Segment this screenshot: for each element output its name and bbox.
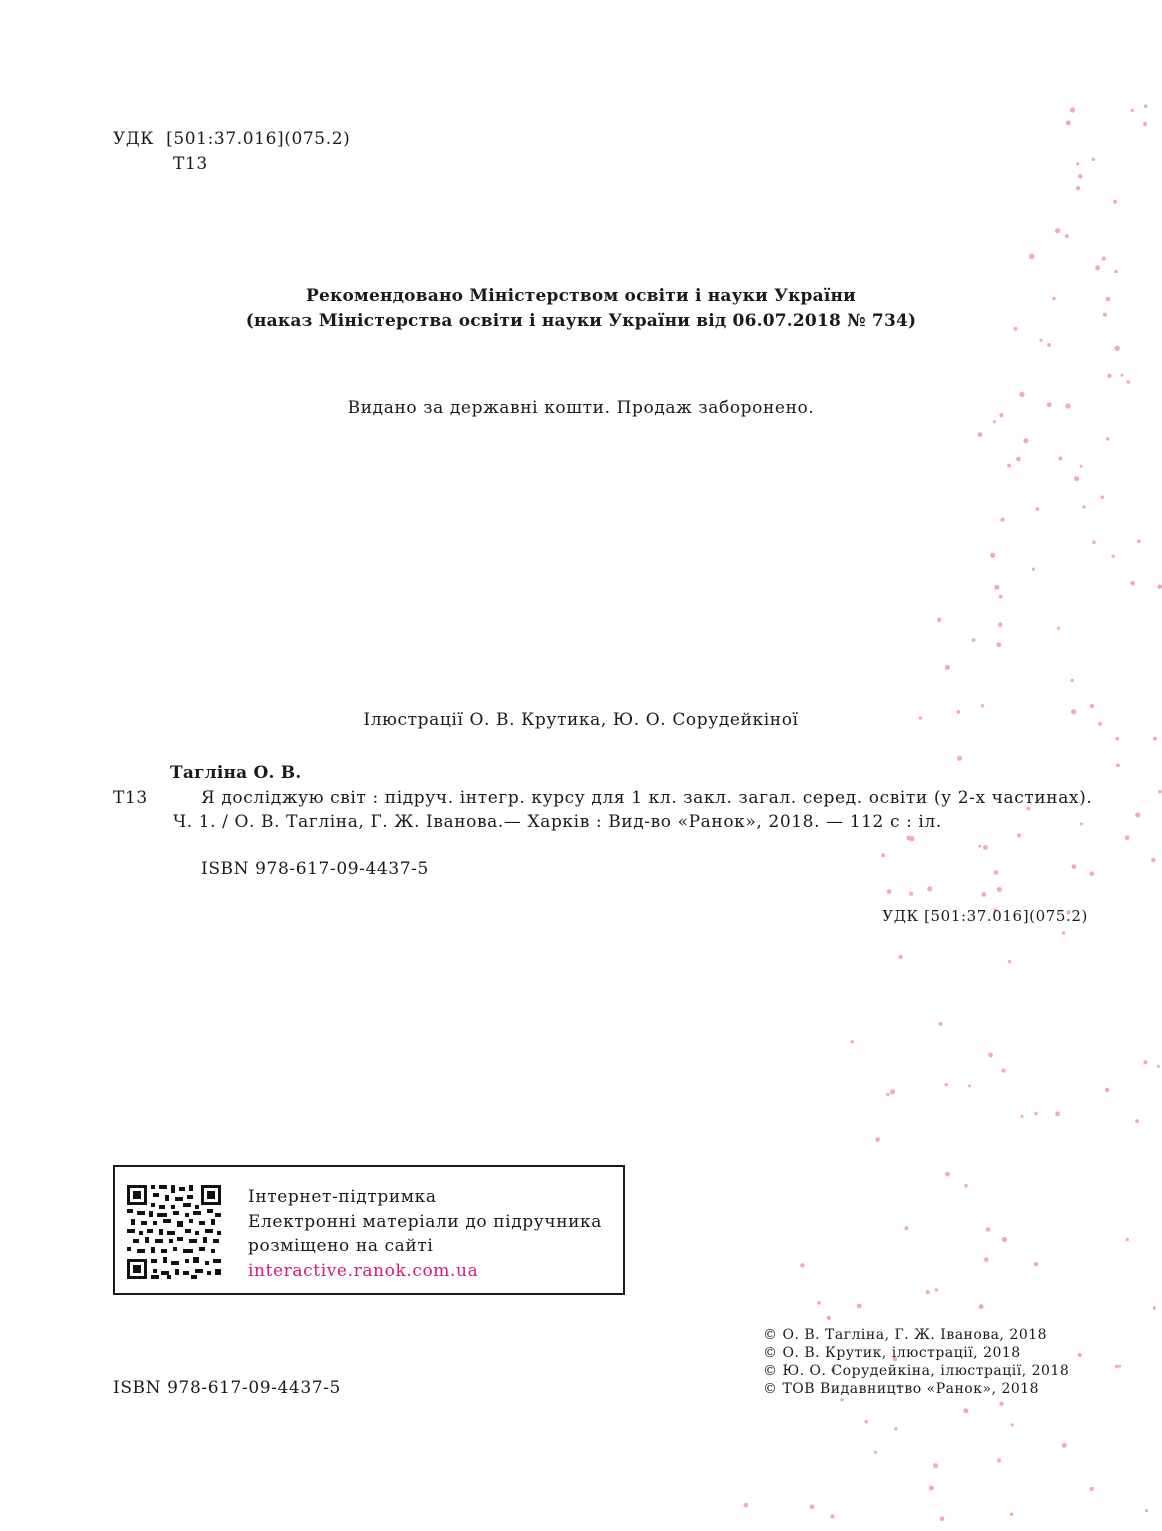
decor-dot (957, 756, 962, 761)
decor-dot (986, 1227, 991, 1232)
copyright-line: © ТОВ Видавництво «Ранок», 2018 (763, 1381, 1040, 1397)
decor-dot (929, 1486, 934, 1491)
decor-dot (874, 1451, 877, 1454)
decor-dot (1116, 764, 1120, 768)
decor-dot (1036, 507, 1040, 511)
decor-dot (1055, 1112, 1060, 1117)
decor-dot (998, 622, 1002, 626)
decor-dot (810, 1504, 815, 1509)
decor-dot (994, 585, 999, 590)
copyright-line: © О. В. Крутик, ілюстрації, 2018 (763, 1345, 1021, 1361)
decor-dot (1034, 1112, 1037, 1115)
decor-dot (887, 889, 892, 894)
decor-dot (1157, 584, 1162, 589)
decor-dot (1126, 380, 1130, 384)
decor-dot (994, 870, 999, 875)
decor-dot (1100, 495, 1104, 499)
decor-dot (1115, 737, 1119, 741)
decor-dot (945, 1083, 948, 1086)
decor-dot (1111, 555, 1114, 558)
decor-dot (800, 1263, 804, 1267)
decor-dot (1070, 107, 1075, 112)
decor-dot (1135, 1119, 1139, 1123)
illustrators-credit: Ілюстрації О. В. Крутика, Ю. О. Сорудейкіної (363, 710, 799, 730)
decor-dot (1126, 1238, 1129, 1241)
author-mark: Т13 (173, 154, 208, 174)
decor-dot (886, 1093, 889, 1096)
decor-dot (1029, 254, 1034, 259)
decor-dot (1021, 1115, 1024, 1118)
decor-dot (945, 665, 950, 670)
decor-dot (1105, 1088, 1110, 1093)
decor-dot (1062, 1443, 1067, 1448)
decor-dot (927, 886, 932, 891)
decor-dot (1062, 931, 1066, 935)
decor-dot (1090, 871, 1095, 876)
decor-dot (1102, 257, 1106, 261)
decor-dot (990, 553, 995, 558)
decor-dot (909, 892, 913, 896)
decor-dot (999, 1402, 1003, 1406)
decor-dot (945, 1172, 950, 1177)
decor-dot (1115, 346, 1120, 351)
decor-dot (999, 595, 1003, 599)
decor-dot (996, 642, 1001, 647)
decor-dot (1080, 822, 1083, 825)
decor-dot (864, 1420, 868, 1424)
decor-dot (1143, 1060, 1147, 1064)
recommendation-line-1: Рекомендовано Міністерством освіти і науки України (306, 286, 856, 306)
decor-dot (1151, 858, 1155, 862)
decor-dot (1107, 374, 1111, 378)
decor-dot (1083, 505, 1086, 508)
decor-dot (984, 1257, 989, 1262)
decor-dot (1113, 200, 1117, 204)
decor-dot (881, 853, 885, 857)
decor-dot (1016, 457, 1021, 462)
decor-dot (1137, 539, 1141, 543)
decor-dot (875, 1137, 880, 1142)
decor-dot (1076, 162, 1079, 165)
decor-dot (935, 1288, 939, 1292)
decor-dot (978, 845, 981, 848)
catalog-title-line-2: Ч. 1. / О. В. Тагліна, Г. Ж. Іванова.— Харків : Вид-во «Ранок», 2018. — 112 с : іл. (173, 812, 942, 832)
decor-dot (979, 1304, 984, 1309)
decor-dot (1047, 343, 1051, 347)
decor-dot (1001, 518, 1005, 522)
decor-dot (1158, 790, 1162, 794)
decor-dot (993, 420, 996, 423)
decor-dot (1143, 122, 1147, 126)
internet-support-box (113, 1165, 625, 1295)
decor-dot (983, 845, 988, 850)
decor-dot (997, 887, 1002, 892)
decor-dot (890, 1089, 895, 1094)
decor-dot (1010, 1513, 1013, 1516)
decor-dot (1121, 374, 1124, 377)
decor-dot (1090, 704, 1094, 708)
decor-dot (1106, 437, 1110, 441)
decor-dot (1017, 833, 1021, 837)
decor-dot (963, 1408, 968, 1413)
decor-dot (1032, 568, 1035, 571)
decor-dot (1135, 813, 1140, 818)
decor-dot (940, 1516, 945, 1521)
decor-dot (1115, 1365, 1118, 1368)
decor-dot (1078, 174, 1083, 179)
decor-dot (894, 1427, 897, 1430)
decor-dot (933, 1463, 938, 1468)
decor-dot (1034, 1262, 1038, 1266)
decor-dot (1055, 228, 1060, 233)
copyright-line: © О. В. Тагліна, Г. Ж. Іванова, 2018 (763, 1327, 1048, 1343)
recommendation-line-2: (наказ Міністерства освіти і науки України від 06.07.2018 № 734) (245, 311, 917, 331)
decor-dot (1090, 1487, 1094, 1491)
decor-dot (1078, 1353, 1082, 1357)
decor-dot (1002, 1237, 1007, 1242)
decor-dot (1008, 960, 1011, 963)
qr-code-icon[interactable] (127, 1185, 221, 1279)
decor-dot (1071, 679, 1074, 682)
decor-dot (1092, 158, 1095, 161)
decor-dot (840, 1398, 843, 1401)
decor-dot (898, 955, 902, 959)
decor-dot (1019, 392, 1024, 397)
decor-dot (997, 1458, 1001, 1462)
decor-dot (1065, 234, 1069, 238)
udk-header (113, 129, 350, 149)
decor-dot (981, 892, 986, 897)
decor-dot (1157, 1065, 1160, 1068)
catalog-udk: УДК [501:37.016](075.2) (882, 907, 1088, 925)
decor-dot (1001, 1069, 1005, 1073)
internet-support-text (248, 1185, 602, 1283)
decor-dot (978, 432, 983, 437)
decor-dot (830, 1514, 834, 1518)
decor-dot (1144, 104, 1148, 108)
decor-dot (1092, 541, 1096, 545)
decor-dot (1114, 270, 1118, 274)
decor-dot (1074, 476, 1079, 481)
decor-dot (857, 1304, 862, 1309)
catalog-mark: Т13 (113, 788, 148, 808)
udk-code: [501:37.016](075.2) (166, 129, 351, 149)
decor-dot (939, 1022, 943, 1026)
decor-dot (744, 1503, 749, 1508)
catalog-title-line-1: Я досліджую світ : підруч. інтегр. курсу для 1 кл. закл. загал. серед. освіти (у 2-х частинах). (201, 788, 1093, 808)
decor-dot (988, 1053, 993, 1058)
decor-dot (1130, 581, 1135, 586)
internet-support-line-2: розміщено на сайті (248, 1236, 434, 1256)
decor-dot (1118, 1365, 1121, 1368)
decor-dot (827, 1316, 831, 1320)
decor-dot (851, 1040, 854, 1043)
support-site-link[interactable]: interactive.ranok.com.ua (248, 1260, 479, 1281)
decor-dot (817, 1301, 821, 1305)
decor-dot (1057, 627, 1060, 630)
decor-dot (1076, 186, 1080, 190)
decor-dot (937, 618, 942, 623)
decor-dot (1080, 465, 1083, 468)
decor-dot (1007, 464, 1011, 468)
decor-dot (981, 704, 984, 707)
decor-dot (1058, 456, 1062, 460)
decor-dot (1125, 835, 1130, 840)
decor-dot (1011, 1423, 1014, 1426)
decor-dot (1153, 1306, 1156, 1309)
decor-dot (1023, 438, 1028, 443)
decor-dot (1072, 864, 1077, 869)
decor-dot (926, 1290, 930, 1294)
funding-note: Видано за державні кошти. Продаж заборонено. (347, 398, 815, 418)
decor-dot (972, 638, 976, 642)
isbn-bottom: ISBN 978-617-09-4437-5 (113, 1378, 341, 1398)
copyright-block (763, 1326, 1069, 1398)
decor-dot (1095, 265, 1100, 270)
decor-dot (964, 1184, 968, 1188)
decor-dot (904, 1226, 908, 1230)
decor-dot (1039, 339, 1042, 342)
decor-dot (1131, 109, 1134, 112)
copyright-line: © Ю. О. Сорудейкіна, ілюстрації, 2018 (763, 1363, 1070, 1379)
decor-dot (906, 836, 911, 841)
internet-support-title: Інтернет-підтримка (248, 1187, 437, 1207)
decor-dot (1145, 1509, 1148, 1512)
catalog-isbn: ISBN 978-617-09-4437-5 (201, 859, 429, 879)
decor-dot (968, 1084, 971, 1087)
internet-support-line-1: Електронні матеріали до підручника (248, 1211, 603, 1232)
decor-dot (1066, 120, 1071, 125)
catalog-author: Тагліна О. В. (170, 763, 302, 783)
decor-dot (1153, 737, 1157, 741)
udk-label: УДК (113, 129, 155, 149)
